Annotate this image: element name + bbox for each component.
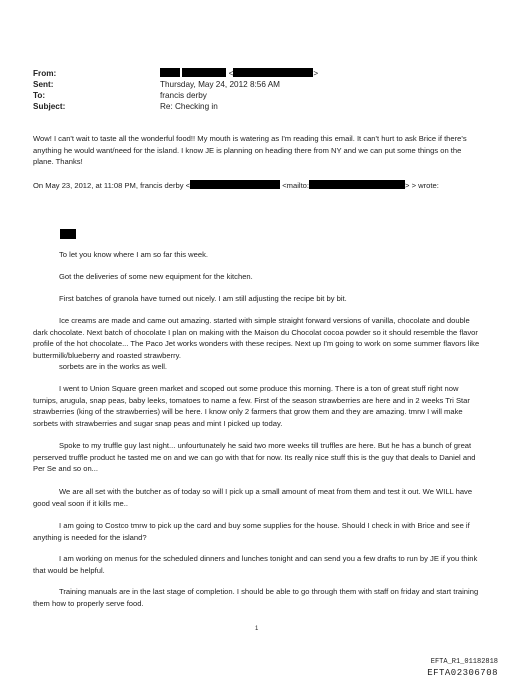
body-paragraph: To let you know where I am so far this week.	[59, 250, 208, 259]
body-paragraph: sorbets are in the works as well.	[59, 362, 168, 371]
redaction-bar	[233, 68, 313, 77]
body-paragraph: Spoke to my truffle guy last night... unfourtunately he said two more weeks till truffles are here. But he has a bunch of great perserved truffle product he tasted me on and we can go with that for now. Its really nice stuff this is the guy that deals to Daniel and Per Se and so on...	[33, 441, 476, 474]
footer-bates-1: EFTA_R1_01182818	[430, 658, 498, 666]
redaction-bar	[160, 68, 180, 77]
body-paragraph: We are all set with the butcher as of today so will I pick up a small amount of meat from them and test it out. We WILL have good veal soon if it kills me..	[33, 487, 473, 508]
body-paragraph: Training manuals are in the last stage of completion. I should be able to go through them with staff on friday and start training them how to properly serve food.	[33, 587, 479, 608]
to-label: To:	[33, 91, 46, 100]
reply-paragraph: Wow! I can't wait to taste all the wonderful food!! My mouth is watering as I'm reading this email. It can't hurt to ask Brice if there's anything he would want/need for the island. I know JE is planning on heading there from NY and we can put some things on the plane. Thanks!	[33, 134, 467, 167]
redaction-bar	[60, 229, 76, 239]
page-number: 1	[255, 626, 259, 632]
to-value: francis derby	[160, 91, 207, 100]
body-paragraph: Ice creams are made and came out amazing. started with simple straight forward versions of vanilla, chocolate and double dark chocolate. Next batch of chocolate I plan on making with the Maison du Chocolat cocoa powder so it should resemble the flavor profile of the hot chocolate... The Paco Jet works wonders with these recipes. Next up I'm going to work on some summer flavors like buttermilk/blueberry and roasted strawberry.	[33, 316, 480, 360]
body-paragraph: First batches of granola have turned out nicely. I am still adjusting the recipe bit by bit.	[59, 294, 347, 303]
subject-value: Re: Checking in	[160, 102, 218, 111]
body-paragraph: I went to Union Square green market and scoped out some produce this morning. There is a ton of great stuff right now turnips, arugula, snap peas, baby leeks, tomatoes to name a few. First of the season strawberries are here and in 2 weeks Tri Star strawberries (king of the strawberries) will be here. I know only 2 farmers that grow them and they are amazing. tmrw I will make sorbets with strawberries and sugar snap peas and mint I picked up today.	[33, 384, 470, 428]
quote-header: On May 23, 2012, at 11:08 PM, francis derby < <mailto: > > wrote:	[33, 181, 439, 190]
greeting-redaction	[60, 225, 76, 243]
sent-value: Thursday, May 24, 2012 8:56 AM	[160, 80, 280, 89]
redaction-bar	[309, 180, 405, 189]
body-paragraph: I am working on menus for the scheduled dinners and lunches tonight and can send you a few drafts to run by JE if you think that would be helpful.	[33, 554, 478, 575]
sent-label: Sent:	[33, 80, 54, 89]
from-value: < >	[160, 68, 318, 79]
from-label: From:	[33, 69, 57, 78]
body-paragraph: I am going to Costco tmrw to pick up the card and buy some supplies for the house. Should I check in with Brice and see if anything is needed for the island?	[33, 521, 470, 542]
footer-bates-2: EFTA02306708	[427, 668, 498, 678]
redaction-bar	[190, 180, 280, 189]
subject-label: Subject:	[33, 102, 66, 111]
body-paragraph: Got the deliveries of some new equipment for the kitchen.	[59, 272, 253, 281]
redaction-bar	[182, 68, 226, 77]
